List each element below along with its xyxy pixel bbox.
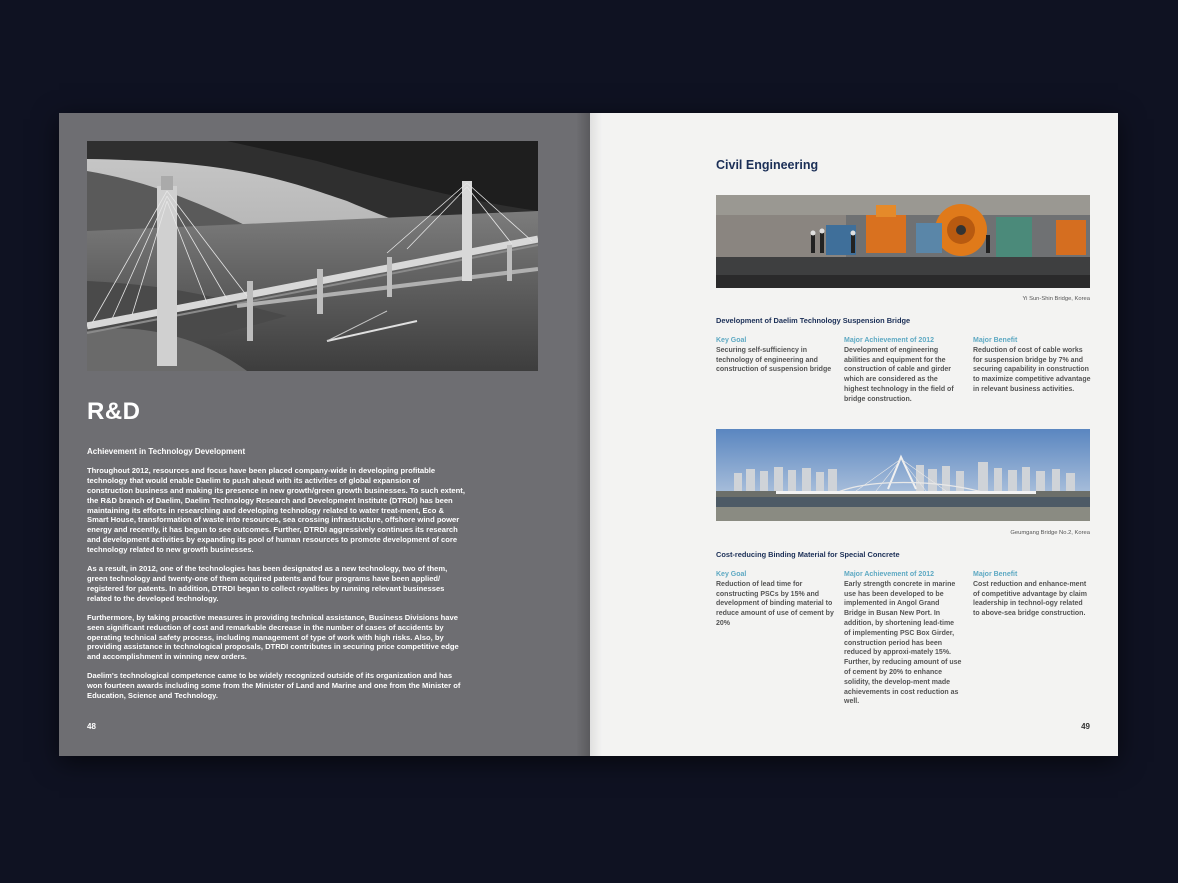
column-heading: Major Benefit xyxy=(973,337,1018,344)
body-paragraph: Throughout 2012, resources and focus have been placed company-wide in developing profitable technology that would enable Daelim to push ahead with its activities of global expansion of construction business and making its presence in new growth/green growth businesses. To such extent, the R&D branch of Daelim, Daelim Technology Research and Development Institute (DTRDI) has been maintaining its efforts in researching and developing technology related to water treat-ment, Eco & Smart House, transformation of waste into resources, sea crossing infrastructure, offshore wind power energy and recently, it has begun to see outcomes. Further, DTRDI aggressively continues its research and development activities by expanding its pool of human resources to promote development of core technology related to new growth businesses. xyxy=(87,465,465,555)
body-paragraph: As a result, in 2012, one of the technologies has been designated as a new technology, two of them, green technology and twenty-one of them acquired patents and four programs have been applied/ registered for patents. In addition, DTRDI began to collect royalties by running relevant businesses related to the developed technology. xyxy=(87,564,448,603)
column-heading: Major Achievement of 2012 xyxy=(844,337,934,344)
suspension-bridge-equipment-photo xyxy=(716,195,1090,288)
column-text: Development of engineering abilities and equipment for the construction of cable and girder which are considered as the highest technology in the field of bridge construction. xyxy=(844,346,954,403)
body-paragraph: Furthermore, by taking proactive measures in providing technical assistance, Business Divisions have seen significant reduction of cost and remarkable decrease in the number of cases of accidents by operating technical safety process, including management of type of work with high risks. Also, by providing assistance in technological proposals, DTRDI contributes in securing price competitive edge and accomplishment in winning new orders. xyxy=(87,612,459,662)
page-number-right: 49 xyxy=(1081,722,1090,731)
key-goal-column xyxy=(716,570,834,629)
column-heading: Major Achievement of 2012 xyxy=(844,571,934,578)
equipment-illustration xyxy=(716,195,1090,288)
achievement-column xyxy=(844,336,962,405)
column-text: Early strength concrete in marine use has been developed to be implemented in Angol Grand Bridge in Busan New Port. In addition, by shortening lead-time of implementing PSC Box Girder, construction period has been reduced by approxi-mately 15%. Further, by reducing amount of use of cement by 20% to enhance solidity, the develop-ment made achievements in cost reduction as well. xyxy=(844,580,962,706)
page-number-left: 48 xyxy=(87,722,96,731)
section-heading: Cost-reducing Binding Material for Special Concrete xyxy=(716,550,900,559)
cable-stayed-bridge-photo xyxy=(87,141,538,371)
bridge-illustration xyxy=(87,141,538,371)
column-text: Reduction of cost of cable works for suspension bridge by 7% and securing capability in construction to maximize competitive advantage in relevant business activities. xyxy=(973,346,1091,393)
page-title: R&D xyxy=(87,398,141,425)
body-paragraph: Daelim's technological competence came to be widely recognized outside of its organization and has won fourteen awards including some from the Minister of Land and Marine and one from the Minister of Education, Science and Technology. xyxy=(87,671,461,701)
right-page xyxy=(590,113,1118,756)
left-page xyxy=(59,113,590,756)
photo-caption: Yi Sun-Shin Bridge, Korea xyxy=(1022,296,1090,302)
section-subtitle: Achievement in Technology Development xyxy=(87,447,246,456)
section-heading: Development of Daelim Technology Suspension Bridge xyxy=(716,316,911,325)
column-heading: Key Goal xyxy=(716,337,747,344)
section-columns xyxy=(716,570,1090,706)
column-heading: Major Benefit xyxy=(973,571,1018,578)
benefit-column xyxy=(973,570,1091,619)
geumgang-bridge-photo xyxy=(716,429,1090,521)
column-heading: Key Goal xyxy=(716,571,747,578)
brochure-spread xyxy=(59,113,1118,756)
section-columns xyxy=(716,336,1090,436)
photo-caption: Geumgang Bridge No.2, Korea xyxy=(1010,530,1090,536)
civil-engineering-title: Civil Engineering xyxy=(716,158,819,172)
column-text: Reduction of lead time for constructing PSCs by 15% and development of binding material to reduce amount of use of cement by 20% xyxy=(716,580,834,627)
benefit-column xyxy=(973,336,1091,395)
achievement-column xyxy=(844,570,962,707)
column-text: Securing self-sufficiency in technology of engineering and construction of suspension bridge xyxy=(716,346,832,374)
key-goal-column xyxy=(716,336,834,375)
city-bridge-illustration xyxy=(716,429,1090,521)
rd-body-text xyxy=(87,447,465,710)
column-text: Cost reduction and enhance-ment of competitive advantage by claim leadership in technol-ogy related to above-sea bridge construction. xyxy=(973,580,1087,618)
